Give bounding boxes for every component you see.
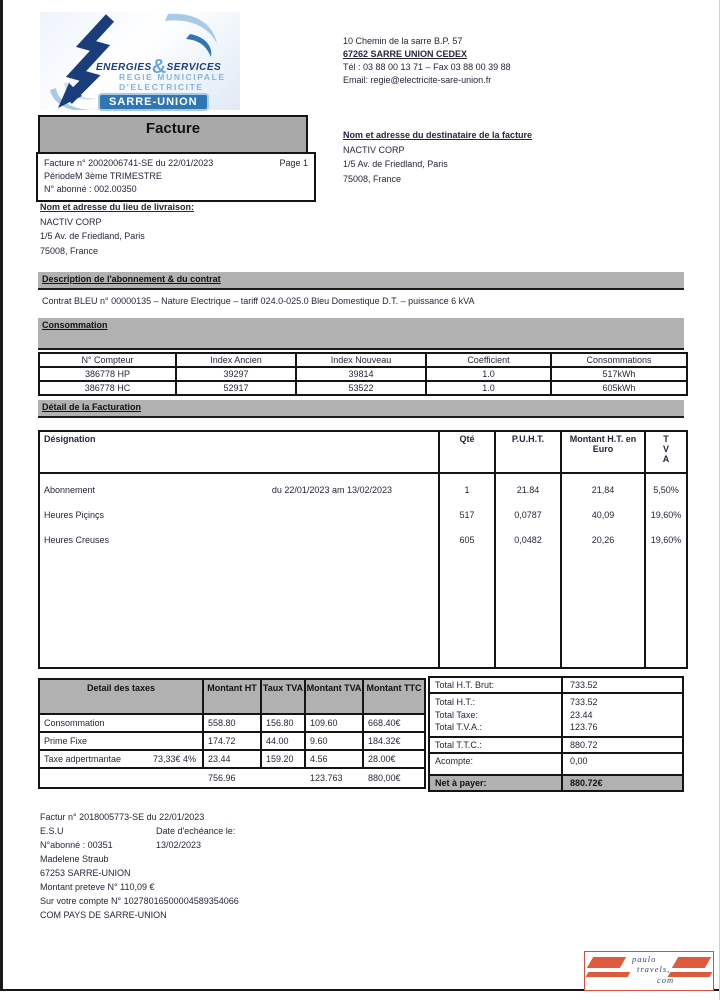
contract-section-heading: Description de l'abonnement & du contrat bbox=[42, 274, 221, 284]
amount-column bbox=[562, 474, 646, 667]
designation-text: Heures Creuses bbox=[44, 535, 110, 545]
footer-subscriber: N°abonné : 00351 bbox=[40, 840, 113, 850]
consumption-value: 605kWh bbox=[602, 383, 636, 393]
watermark-word: paulo bbox=[632, 954, 657, 964]
watermark-bar bbox=[672, 957, 711, 968]
scan-edge-left bbox=[0, 0, 3, 991]
puht-value: 21.84 bbox=[516, 485, 540, 495]
contract-line: Contrat BLEU n° 00000135 – Nature Electrique – tariff 024.0-025.0 Bleu Domestique D.T. – puissance 6 kVA bbox=[42, 296, 475, 306]
summary-value: 123.76 bbox=[570, 722, 598, 732]
watermark-word: com bbox=[657, 975, 675, 985]
tax-taux: 159.20 bbox=[262, 751, 306, 769]
puht-column bbox=[496, 474, 562, 667]
delivery-address1: 1/5 Av. de Friedland, Paris bbox=[40, 231, 145, 241]
total-spacer bbox=[262, 769, 306, 787]
total-tva: 123.763 bbox=[310, 773, 343, 783]
invoice-title: Facture bbox=[38, 115, 308, 155]
watermark-bar bbox=[586, 972, 631, 977]
qty-value: 517 bbox=[459, 510, 475, 520]
summary-value: 733.52 bbox=[561, 678, 682, 692]
org-line2: D'ELECTRICITE bbox=[119, 82, 204, 92]
brand-services: SERVICES bbox=[166, 62, 222, 73]
recipient-heading: Nom et adresse du destinataire de la facture bbox=[343, 130, 533, 140]
summary-row-net bbox=[428, 774, 684, 792]
sender-phone-fax: Tél : 03 88 00 13 71 – Fax 03 88 00 39 88 bbox=[343, 62, 511, 72]
tva-value: 5,50% bbox=[653, 485, 679, 495]
sender-email: Email: regie@electricite-sare-union.fr bbox=[343, 75, 492, 85]
coefficient: 1.0 bbox=[427, 368, 552, 382]
summary-label: Acompte: bbox=[435, 755, 474, 766]
taxes-header-row bbox=[40, 680, 424, 715]
company-logo bbox=[40, 12, 240, 110]
qty-value: 605 bbox=[459, 535, 475, 545]
tax-ttc: 668.40€ bbox=[364, 715, 424, 733]
tax-ttc: 28.00€ bbox=[364, 751, 424, 769]
footer-due-label: Date d'echéance le: bbox=[156, 826, 236, 836]
tax-ht: 174.72 bbox=[204, 733, 262, 751]
col-header-qty: Qté bbox=[440, 432, 496, 472]
col-header-montant-ht: Montant HT bbox=[204, 680, 262, 715]
tax-tva: 9.60 bbox=[306, 733, 364, 751]
tax-taux: 156.80 bbox=[262, 715, 306, 733]
consumption-section-heading: Consommation bbox=[42, 320, 108, 330]
col-header-puht: P.U.H.T. bbox=[496, 432, 562, 472]
taxes-total-row bbox=[40, 769, 424, 787]
tax-label: Taxe adpertmantae bbox=[44, 754, 122, 764]
billing-designation bbox=[40, 528, 438, 553]
tax-row bbox=[40, 733, 424, 751]
summary-label: Total H.T.: bbox=[435, 697, 476, 707]
section-bar-billing bbox=[38, 400, 684, 418]
summary-value: 23.44 bbox=[570, 709, 593, 720]
coefficient: 1.0 bbox=[427, 382, 552, 394]
summary-label: Total T.V.A.: bbox=[435, 722, 483, 732]
watermark-word: travels, bbox=[637, 964, 671, 974]
summary-row-group bbox=[428, 692, 684, 738]
tva-value: 19,60% bbox=[650, 510, 682, 520]
section-bar-consumption bbox=[38, 318, 684, 350]
footer-invoice-line: Factur n° 2018005773-SE du 22/01/2023 bbox=[40, 812, 205, 822]
consumption-value: 517kWh bbox=[552, 368, 686, 382]
col-header: Consommations bbox=[552, 354, 686, 368]
city-badge: SARRE-UNION bbox=[98, 93, 209, 111]
qty-value: 1 bbox=[464, 485, 470, 495]
designation-text: Abonnement bbox=[44, 485, 96, 495]
col-header: N° Compteur bbox=[40, 354, 177, 368]
invoice-subscriber-line: N° abonné : 002.00350 bbox=[44, 184, 137, 194]
total-ttc: 880,00€ bbox=[368, 773, 401, 783]
summary-value: 880.72€ bbox=[561, 776, 682, 790]
tva-column bbox=[646, 474, 686, 667]
total-spacer bbox=[40, 769, 204, 787]
invoice-number-line: Facture n° 2002006741-SE du 22/01/2023 bbox=[44, 158, 214, 168]
ampersand-glyph: & bbox=[151, 56, 167, 78]
designation-text: Heures Piçinçs bbox=[44, 510, 105, 520]
tva-letter: A bbox=[662, 454, 670, 464]
billing-section-heading: Détail de la Facturation bbox=[42, 402, 142, 412]
delivery-block bbox=[40, 200, 194, 258]
recipient-block bbox=[343, 128, 532, 186]
section-bar-contract bbox=[38, 272, 684, 290]
col-header: Index Ancien bbox=[177, 354, 297, 368]
watermark-bar bbox=[668, 972, 713, 977]
watermark-logo bbox=[584, 951, 714, 991]
summary-label: Total Taxe: bbox=[435, 709, 478, 720]
delivery-address2: 75008, France bbox=[40, 245, 99, 256]
amount-value: 20,26 bbox=[591, 535, 615, 545]
billing-table bbox=[38, 430, 688, 669]
consumption-row bbox=[40, 368, 686, 382]
meter-number: 386778 HC bbox=[40, 382, 177, 394]
footer-customer-name: Madelene Straub bbox=[40, 854, 109, 864]
summary-box bbox=[428, 678, 684, 792]
footer-block bbox=[40, 810, 380, 922]
tva-value: 19,60% bbox=[650, 535, 682, 545]
recipient-name: NACTIV CORP bbox=[343, 144, 405, 155]
sender-address-block bbox=[343, 35, 511, 87]
consumption-table bbox=[38, 352, 688, 396]
recipient-address1: 1/5 Av. de Friedland, Paris bbox=[343, 159, 448, 169]
index-old: 52917 bbox=[177, 382, 297, 394]
footer-esu: E.S.U bbox=[40, 826, 64, 836]
tax-ht: 23.44 bbox=[204, 751, 262, 769]
summary-row-ttc bbox=[428, 736, 684, 754]
tax-ttc: 184.32€ bbox=[364, 733, 424, 751]
delivery-name: NACTIV CORP bbox=[40, 216, 102, 227]
consumption-row bbox=[40, 382, 686, 394]
col-header-montant-ttc: Montant TTC bbox=[364, 680, 424, 715]
billing-body bbox=[40, 474, 686, 667]
puht-value: 0,0482 bbox=[514, 535, 542, 545]
index-new: 53522 bbox=[297, 382, 427, 394]
summary-value: 733.52 bbox=[570, 697, 598, 707]
index-new: 39814 bbox=[297, 368, 427, 382]
footer-due-date: 13/02/2023 bbox=[156, 840, 202, 850]
footer-community-line: COM PAYS DE SARRE-UNION bbox=[40, 910, 167, 920]
col-header-designation: Désignation bbox=[40, 432, 440, 472]
tax-row bbox=[40, 751, 424, 769]
summary-label: Total T.T.C.: bbox=[435, 739, 482, 750]
tva-letter: T bbox=[663, 434, 669, 444]
brand-energies: ENERGIES bbox=[96, 62, 152, 73]
delivery-heading: Nom et adresse du lieu de livraison: bbox=[40, 202, 195, 212]
invoice-info-box bbox=[36, 152, 316, 202]
qty-column bbox=[440, 474, 496, 667]
puht-value: 0,0787 bbox=[514, 510, 542, 520]
summary-row-brut bbox=[428, 676, 684, 694]
summary-value: 880.72 bbox=[561, 738, 682, 752]
total-ht: 756.96 bbox=[208, 773, 236, 783]
billing-period: du 22/01/2023 am 13/02/2023 bbox=[271, 485, 392, 495]
sender-city: 67262 SARRE UNION CEDEX bbox=[343, 49, 468, 59]
summary-label: Total H.T. Brut: bbox=[435, 680, 495, 690]
billing-designation bbox=[40, 503, 438, 528]
sender-street: 10 Chemin de la sarre B.P. 57 bbox=[343, 36, 463, 46]
designation-column bbox=[40, 474, 440, 667]
footer-account-line: Sur votre compte N° 10278016500004589354066 bbox=[40, 896, 239, 906]
amount-value: 40,09 bbox=[591, 510, 615, 520]
consumption-header-row bbox=[40, 354, 686, 368]
tax-label: Prime Fixe bbox=[44, 736, 88, 746]
col-header: Coefficient bbox=[427, 354, 552, 368]
recipient-address2: 75008, France bbox=[343, 173, 402, 184]
tax-extra: 73,33€ 4% bbox=[152, 754, 196, 764]
tax-taux: 44.00 bbox=[262, 733, 306, 751]
billing-header-row bbox=[40, 432, 686, 474]
summary-row-acompte bbox=[428, 752, 684, 776]
page-indicator: Page 1 bbox=[279, 158, 308, 168]
org-line1: REGIE MUNICIPALE bbox=[119, 72, 226, 82]
invoice-period-line: PériodeM 3ème TRIMESTRE bbox=[44, 171, 162, 181]
summary-value: 0,00 bbox=[561, 754, 682, 774]
taxes-title: Detail des taxes bbox=[40, 680, 204, 715]
col-header-montant-tva: Montant TVA bbox=[306, 680, 364, 715]
amount-value: 21,84 bbox=[591, 485, 615, 495]
billing-designation bbox=[40, 478, 438, 503]
tax-ht: 558.80 bbox=[204, 715, 262, 733]
tax-tva: 109.60 bbox=[306, 715, 364, 733]
tax-row bbox=[40, 715, 424, 733]
meter-number: 386778 HP bbox=[40, 368, 177, 382]
footer-amount-line: Montant preteve N° 110,09 € bbox=[40, 882, 155, 892]
taxes-table bbox=[38, 678, 426, 789]
tax-tva: 4.56 bbox=[306, 751, 364, 769]
col-header-amount: Montant H.T. en Euro bbox=[562, 432, 646, 472]
index-old: 39297 bbox=[177, 368, 297, 382]
watermark-bar bbox=[587, 957, 626, 968]
col-header-taux-tva: Taux TVA bbox=[262, 680, 306, 715]
tva-letter: V bbox=[662, 444, 669, 454]
footer-customer-city: 67253 SARRE-UNION bbox=[40, 868, 131, 878]
col-header-tva bbox=[646, 432, 686, 472]
summary-label: Net à payer: bbox=[435, 777, 487, 788]
col-header: Index Nouveau bbox=[297, 354, 427, 368]
tax-label: Consommation bbox=[44, 718, 105, 728]
